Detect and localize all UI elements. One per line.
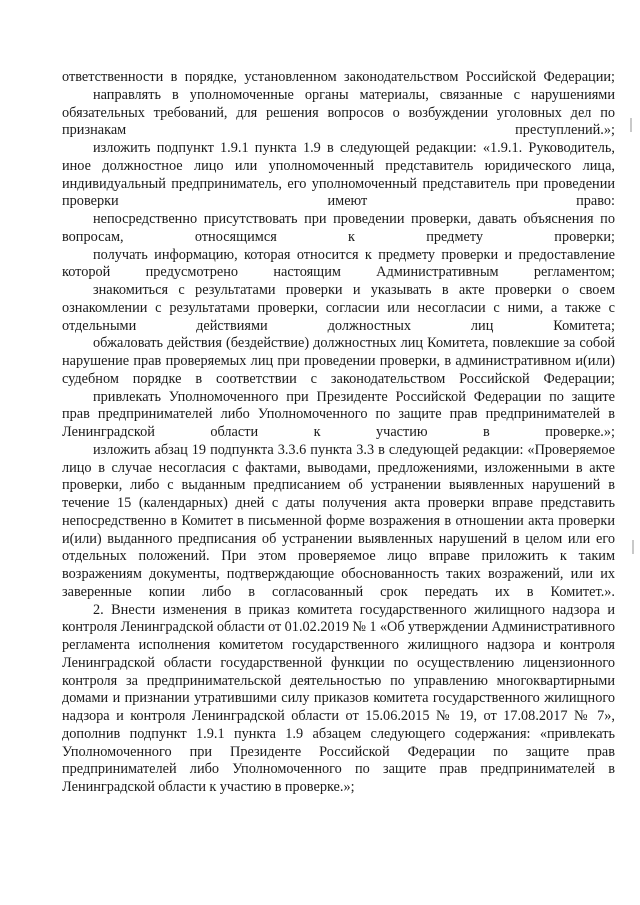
- scan-edge-mark: [632, 540, 634, 554]
- scan-edge-mark: [630, 118, 632, 132]
- paragraph-item-2: 2. Внести изменения в приказ комитета государственного жилищного надзора и контроля Ленинградской области от 01.02.2019 № 1 «Об утверждении Административного регламента исполнения комитетом государственного жилищного надзора и контроля Ленинградской области государственной функции по осуществлению лицензионного контроля за предпринимательской деятельностью по управлению многоквартирными домами и признании утратившими силу приказов комитета государственного жилищного надзора и контроля Ленинградской области от 15.06.2015 № 19, от 17.08.2017 № 7», дополнив подпункт 1.9.1 пункта 1.9 абзацем следующего содержания: «привлекать Уполномоченного при Президенте Российской Федерации по защите прав предпринимателей либо Уполномоченного по защите прав предпринимателей в Ленинградской области к участию в проверке.»;: [62, 601, 615, 795]
- document-body: [62, 69, 615, 797]
- paragraph-continuation: ответственности в порядке, установленном законодательством Российской Федерации;: [62, 69, 615, 85]
- paragraph-receive-info: получать информацию, которая относится к предмету проверки и предоставление которой предусмотрено настоящим Административным регламентом;: [62, 246, 615, 281]
- paragraph-amend-3-3-6: изложить абзац 19 подпункта 3.3.6 пункта 3.3 в следующей редакции: «Проверяемое лицо в случае несогласия с фактами, выводами, предложениями, изложенными в акте проверки, либо с выданным предписанием об устранении выявленных нарушений в течение 15 (календарных) дней с даты получения акта проверки вправе представить непосредственно в Комитет в письменной форме возражения в отношении акта проверки и(или) выданного предписания об устранении выявленных нарушений в целом или его отдельных положений. При этом проверяемое лицо вправе приложить к таким возражениям документы, подтверждающие обоснованность таких возражений, или их заверенные копии либо в согласованный срок передать их в Комитет.».: [62, 441, 615, 600]
- paragraph-review-results: знакомиться с результатами проверки и указывать в акте проверки о своем ознакомлении с результатами проверки, согласии или несогласии с ними, а также с отдельными действиями должностных лиц Комитета;: [62, 282, 615, 334]
- paragraph-submit-materials: направлять в уполномоченные органы материалы, связанные с нарушениями обязательных требований, для решения вопросов о возбуждении уголовных дел по признакам преступлений.»;: [62, 86, 615, 139]
- paragraph-involve-ombudsman: привлекать Уполномоченного при Президенте Российской Федерации по защите прав предпринимателей либо Уполномоченного по защите прав предпринимателей в Ленинградской области к участию в проверке.»;: [62, 388, 615, 440]
- paragraph-appeal: обжаловать действия (бездействие) должностных лиц Комитета, повлекшие за собой нарушение прав проверяемых лиц при проведении проверки, в административном и(или) судебном порядке в соответствии с законодательством Российской Федерации;: [62, 335, 615, 387]
- paragraph-amend-1-9-1: изложить подпункт 1.9.1 пункта 1.9 в следующей редакции: «1.9.1. Руководитель, иное должностное лицо или уполномоченный представитель юридического лица, индивидуальный предприниматель, его уполномоченный представитель при проведении проверки имеют право:: [62, 140, 615, 210]
- paragraph-be-present: непосредственно присутствовать при проведении проверки, давать объяснения по вопросам, относящимся к предмету проверки;: [62, 211, 615, 245]
